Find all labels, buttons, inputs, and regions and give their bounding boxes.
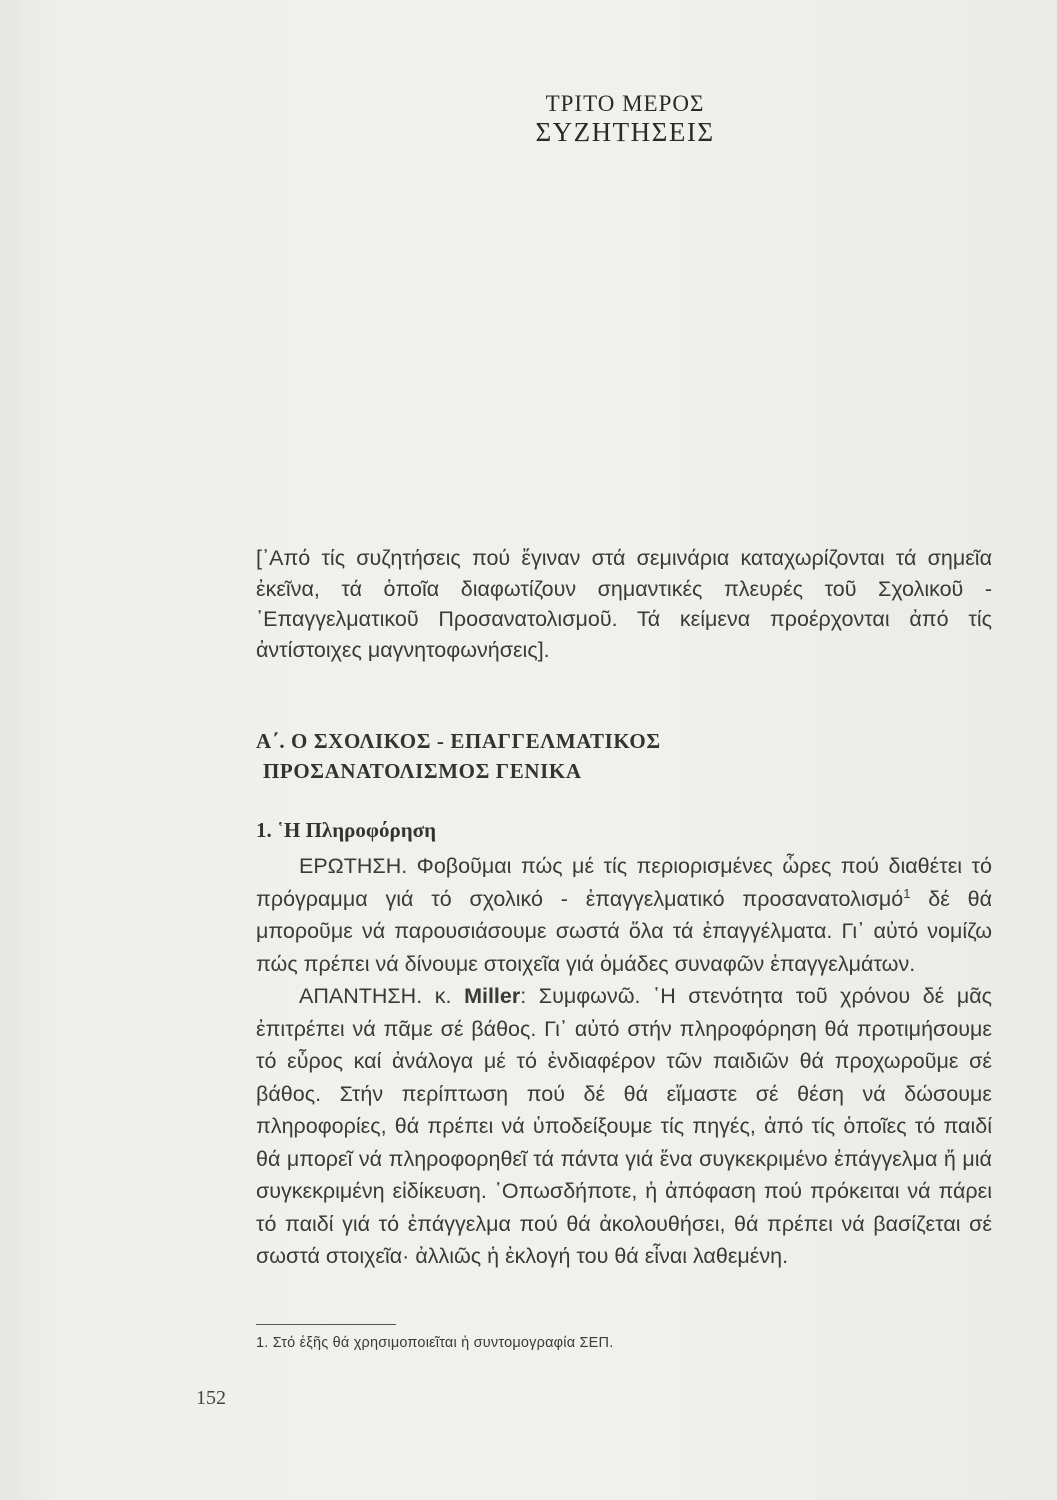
question-text-part2: δέ θά μποροῦμε νά παρουσιάσουμε σωστά ὅλα τά ἐπαγγέλματα. Γι᾿ αὐτό νομίζω πώς πρέπει νά δίνουμε στοιχεῖα γιά ὁμάδες συναφῶν ἐπαγγελμάτων. xyxy=(256,886,992,976)
answer-text: : Συμφωνῶ. ῾Η στενότητα τοῦ χρόνου δέ μᾶς ἐπιτρέπει νά πᾶμε σέ βάθος. Γι᾿ αὐτό στήν πληροφόρηση θά προτιμήσουμε τό εὖρος καί ἀνάλογα μέ τό ἐνδιαφέρον τῶν παιδιῶν θά προχωροῦμε σέ βάθος. Στήν περίπτωση πού δέ θά εἴμαστε σέ θέση νά δώσουμε πληροφορίες, θά πρέπει νά ὑποδείξουμε τίς πηγές, ἀπό τίς ὁποῖες τό παιδί θά μπορεῖ νά πληροφορηθεῖ τά πάντα γιά ἕνα συγκεκριμένο ἐπάγγελμα ἤ μιά συγκεκριμένη εἰδίκευση. ῾Οπωσδήποτε, ἡ ἀπόφαση πού πρόκειται νά πάρει τό παιδί γιά τό ἐπάγγελμα πού θά ἀκολουθήσει, θά πρέπει νά βασίζεται σέ σωστά στοιχεῖα· ἀλλιῶς ἡ ἐκλογή του θά εἶναι λαθεμένη. xyxy=(256,984,993,1268)
question-paragraph xyxy=(256,850,992,980)
subsection-heading: 1. ῾Η Πληροφόρηση xyxy=(256,818,437,842)
footnote-divider xyxy=(256,1324,396,1325)
answer-speaker: Miller xyxy=(464,984,521,1008)
part-label: ΤΡΙΤΟ ΜΕΡΟΣ xyxy=(545,91,705,116)
footnote-reference: 1 xyxy=(903,885,911,901)
intro-paragraph: [᾿Από τίς συζητήσεις πού ἔγιναν στά σεμινάρια καταχωρίζονται τά σημεῖα ἐκεῖνα, τά ὁποῖα διαφωτίζουν σημαντικές πλευρές τοῦ Σχολικοῦ - ᾿Επαγγελματικοῦ Προσανατολισμοῦ. Τά κείμενα προέρχονται ἀπό τίς ἀντίστοιχες μαγνητοφωνήσεις]. xyxy=(256,546,992,662)
question-text-part1: ΕΡΩΤΗΣΗ. Φοβοῦμαι πώς μέ τίς περιορισμένες ὧρες πού διαθέτει τό πρόγραμμα γιά τό σχολικό - ἐπαγγελματικό προσανατολισμό xyxy=(256,854,992,911)
page-number: 152 xyxy=(196,1387,226,1409)
section-heading xyxy=(256,726,661,786)
dialogue-text xyxy=(256,850,992,1273)
footnote: 1. Στό ἑξῆς θά χρησιμοποιεῖται ἡ συντομογραφία ΣΕΠ. xyxy=(256,1335,614,1351)
section-heading-line1: Α΄. Ο ΣΧΟΛΙΚΟΣ - ΕΠΑΓΓΕΛΜΑΤΙΚΟΣ xyxy=(256,729,661,753)
part-title: ΣΥΖΗΤΗΣΕΙΣ xyxy=(535,117,715,147)
answer-prefix: ΑΠΑΝΤΗΣΗ. κ. xyxy=(299,984,465,1008)
answer-paragraph xyxy=(256,980,992,1273)
section-heading-line2: ΠΡΟΣΑΝΑΤΟΛΙΣΜΟΣ ΓΕΝΙΚΑ xyxy=(263,759,582,783)
